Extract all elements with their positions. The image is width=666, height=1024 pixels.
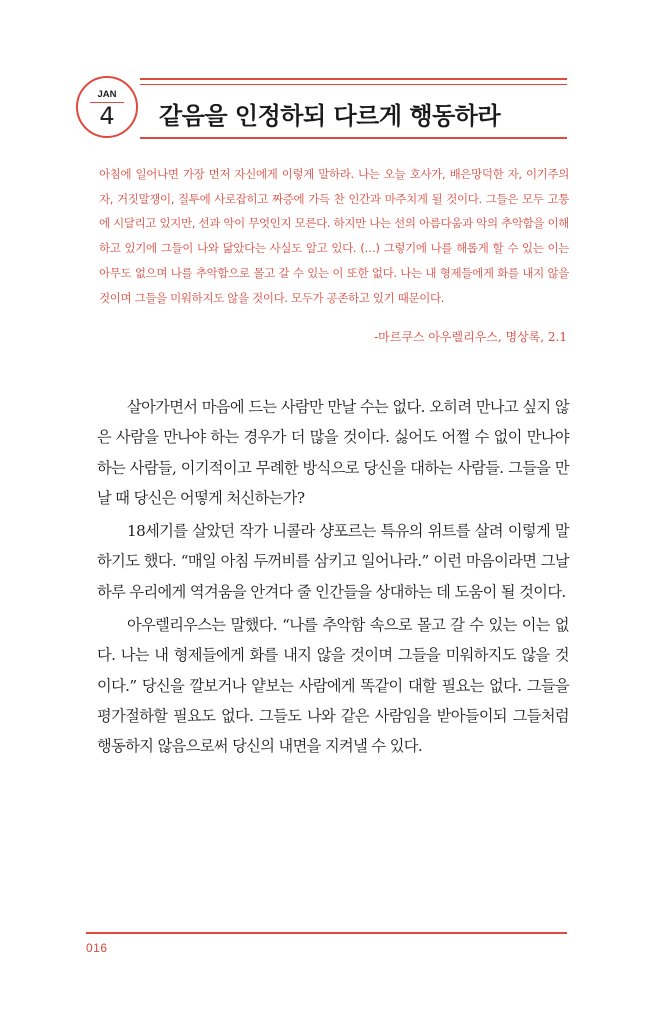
- body-paragraph: 아우렐리우스는 말했다. “나를 추악함 속으로 몰고 갈 수 있는 이는 없다. 나는 내 형제들에게 화를 내지 않을 것이며 그들을 미워하지도 않을 것이다.” 당신을 깔보거나 얕보는 사람에게 똑같이 대할 필요는 없다. 그들을 평가절하할 필요도 없다. 그들도 나와 같은 사람임을 받아들이되 그들처럼 행동하지 않음으로써 당신의 내면을 지켜낼 수 있다.: [97, 616, 569, 756]
- page-number: 016: [86, 941, 108, 955]
- body-paragraph: 살아가면서 마음에 드는 사람만 만날 수는 없다. 오히려 만나고 싶지 않은 사람을 만나야 하는 경우가 더 많을 것이다. 싫어도 어쩔 수 없이 만나야 하는 사람들, 이기적이고 무례한 방식으로 당신을 대하는 사람들. 그들을 만날 때 당신은 어떻게 처신하는가?: [97, 398, 569, 507]
- header-rule-top: [140, 78, 567, 80]
- header-rule-top-thin: [140, 84, 567, 85]
- date-badge: [76, 76, 138, 138]
- epigraph-quote: 아침에 일어나면 가장 먼저 자신에게 이렇게 말하라. 나는 오늘 호사가, 배은망덕한 자, 이기주의자, 거짓말쟁이, 질투에 사로잡히고 짜증에 가득 찬 인간과 마주치게 될 것이다. 그들은 모두 고통에 시달리고 있지만, 선과 악이 무엇인지 모른다. 하지만 나는 선의 아름다움과 악의 추악함을 이해하고 있기에 그들이 나와 닮았다는 사실도 알고 있다. (…) 그렇기에 나를 해롭게 할 수 있는 이는 아무도 없으며 나를 추악함으로 몰고 갈 수 있는 이 또한 없다. 나는 내 형제들에게 화를 내지 않을 것이며 그들을 미워하지도 않을 것이다. 모두가 공존하고 있기 때문이다.: [99, 167, 569, 305]
- chapter-title: 같음을 인정하되 다르게 행동하라: [159, 102, 501, 130]
- header-rule-bottom: [140, 137, 567, 139]
- month-label: JAN: [97, 89, 117, 100]
- quote-attribution: -마르쿠스 아우렐리우스, 명상록, 2.1: [374, 330, 567, 344]
- body-paragraph: 18세기를 살았던 작가 니콜라 샹포르는 특유의 위트를 살려 이렇게 말하기도 했다. “매일 아침 두꺼비를 삼키고 일어나라.” 이런 마음이라면 그날 하루 우리에게 역겨움을 안겨다 줄 인간들을 상대하는 데 도움이 될 것이다.: [97, 522, 569, 601]
- body-text: [97, 392, 569, 765]
- footer-rule: [86, 932, 567, 934]
- day-number: 4: [99, 102, 115, 130]
